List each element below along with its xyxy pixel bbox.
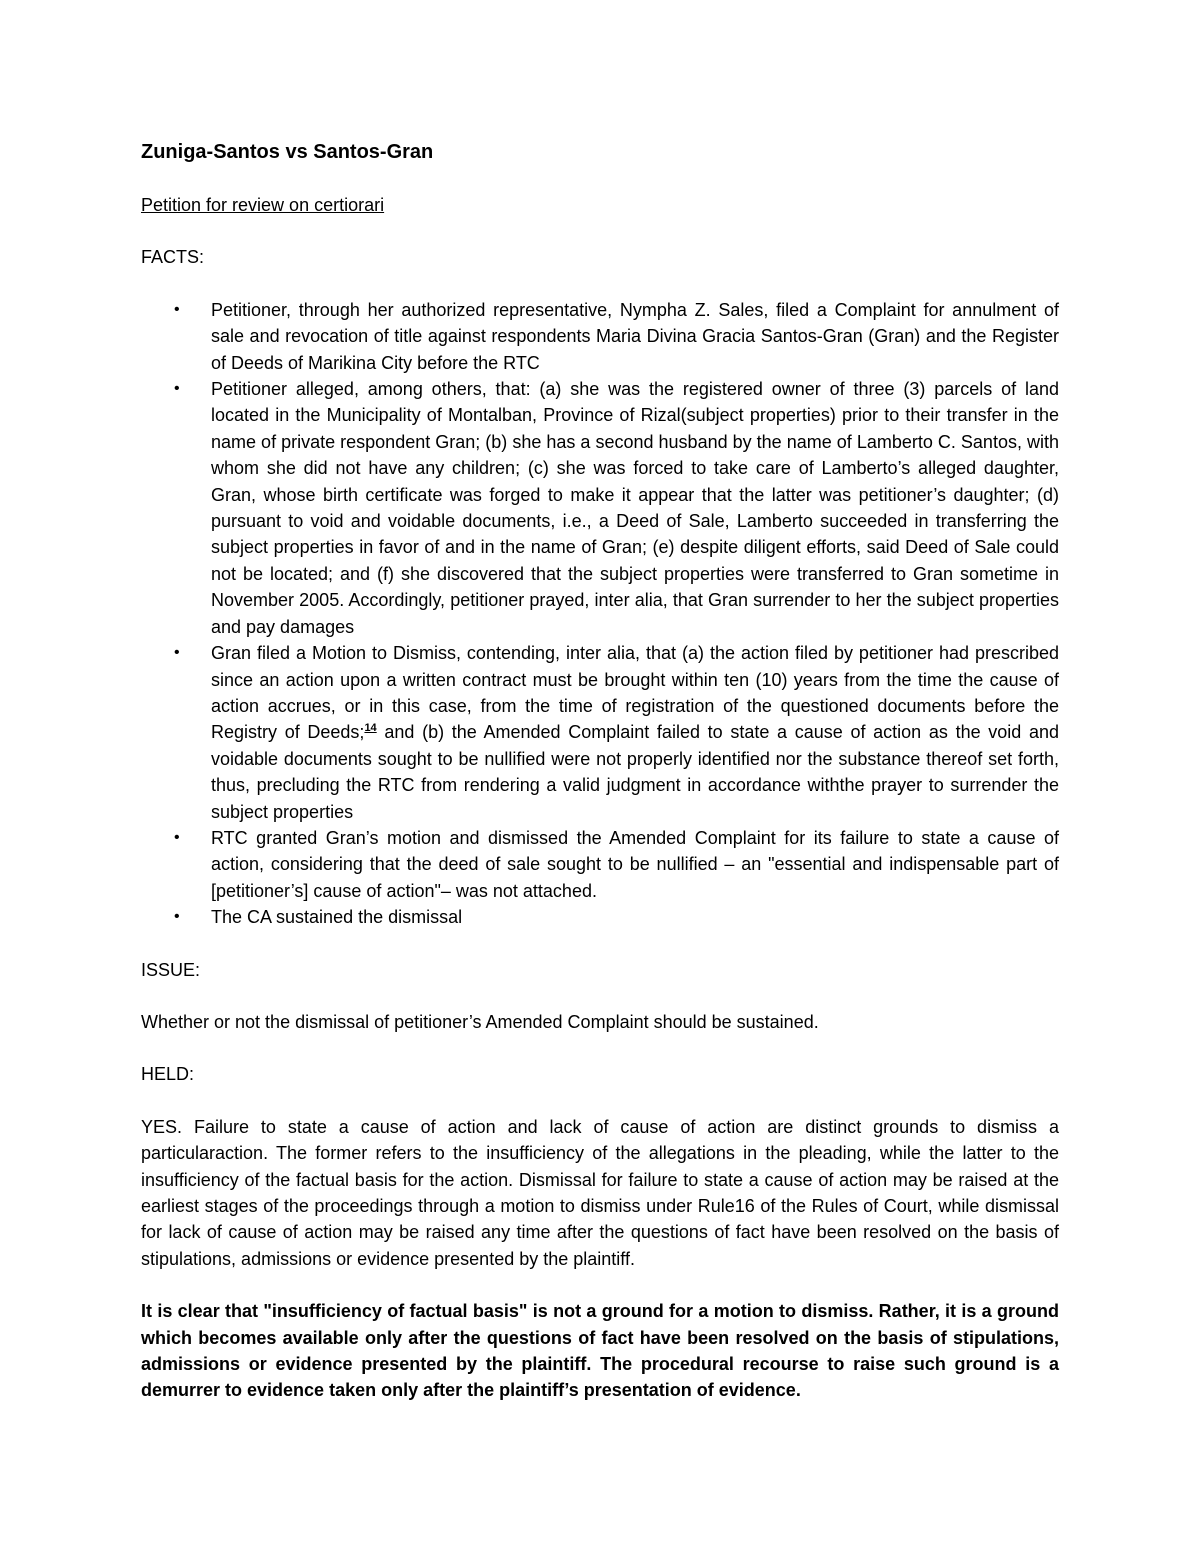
- bullet-icon: •: [174, 828, 180, 846]
- document-page: [141, 138, 1059, 1430]
- held-label: HELD:: [141, 1064, 195, 1085]
- held-text: YES. Failure to state a cause of action and lack of cause of action are distinct grounds to dismiss a particularaction. The former refers to the insufficiency of the allegations in the pleading, while the latter to the insufficiency of the factual basis for the action. Dismissal for failure to state a cause of action may be raised at the earliest stages of the proceedings through a motion to dismiss under Rule16 of the Rules of Court, while dismissal for lack of cause of action may be raised any time after the questions of fact have been resolved on the basis of stipulations, admissions or evidence presented by the plaintiff.: [141, 1116, 1059, 1269]
- fact-text: The CA sustained the dismissal: [211, 907, 463, 928]
- fact-item: [141, 640, 1059, 825]
- case-subtitle: Petition for review on certiorari: [141, 195, 385, 215]
- fact-text: Gran filed a Motion to Dismiss, contending, inter alia, that (a) the action filed by petitioner had prescribed since an action upon a written contract must be brought within ten (10) years from the time the cause of action accrues, or in this case, from the time of registration of the questioned documents before the Registry of Deeds;: [211, 643, 1059, 743]
- issue-label: ISSUE:: [141, 959, 201, 980]
- fact-text: RTC granted Gran’s motion and dismissed the Amended Complaint for its failure to state a cause of action, considering that the deed of sale sought to be nullified – an "essential and indispensable part of [petitioner’s] cause of action"– was not attached.: [211, 827, 1059, 901]
- case-title: Zuniga-Santos vs Santos-Gran: [141, 141, 434, 163]
- facts-list: [141, 297, 1059, 931]
- bullet-icon: •: [174, 300, 180, 318]
- fact-text-continued: and (b) the Amended Complaint failed to state a cause of action as the void and voidable documents sought to be nullified were not properly identified nor the substance thereof set forth, thus, precluding the RTC from rendering a valid judgment in accordance withthe prayer to surrender the subject properties: [211, 722, 1060, 822]
- footnote-link[interactable]: 14: [364, 722, 377, 735]
- fact-text: Petitioner, through her authorized representative, Nympha Z. Sales, filed a Complaint for annulment of sale and revocation of title against respondents Maria Divina Gracia Santos-Gran (Gran) and the Register of Deeds of Marikina City before the RTC: [211, 299, 1059, 373]
- issue-text: Whether or not the dismissal of petitioner’s Amended Complaint should be sustained.: [141, 1011, 819, 1032]
- bullet-icon: •: [174, 644, 180, 662]
- fact-text: Petitioner alleged, among others, that: (a) she was the registered owner of three (3) parcels of land located in the Municipality of Montalban, Province of Rizal(subject properties) prior to their transfer in the name of private respondent Gran; (b) she has a second husband by the name of Lamberto C. Santos, with whom she did not have any children; (c) she was forced to take care of Lamberto’s alleged daughter, Gran, whose birth certificate was forged to make it appear that the latter was petitioner’s daughter; (d) pursuant to void and voidable documents, i.e., a Deed of Sale, Lamberto succeeded in transferring the subject properties in favor of and in the name of Gran; (e) despite diligent efforts, said Deed of Sale could not be located; and (f) she discovered that the subject properties were transferred to Gran sometime in November 2005. Accordingly, petitioner prayed, inter alia, that Gran surrender to her the subject properties and pay damages: [211, 379, 1059, 637]
- facts-label: FACTS:: [141, 247, 205, 268]
- fact-item: [141, 904, 1059, 930]
- bullet-icon: •: [174, 908, 180, 926]
- fact-item: [141, 825, 1059, 904]
- fact-item: [141, 297, 1059, 376]
- held-bold-text: It is clear that "insufficiency of factual basis" is not a ground for a motion to dismiss. Rather, it is a ground which becomes available only after the questions of fact have been resolved on the basis of stipulations, admissions or evidence presented by the plaintiff. The procedural recourse to raise such ground is a demurrer to evidence taken only after the plaintiff’s presentation of evidence.: [141, 1301, 1059, 1401]
- bullet-icon: •: [174, 380, 180, 398]
- fact-item: [141, 376, 1059, 640]
